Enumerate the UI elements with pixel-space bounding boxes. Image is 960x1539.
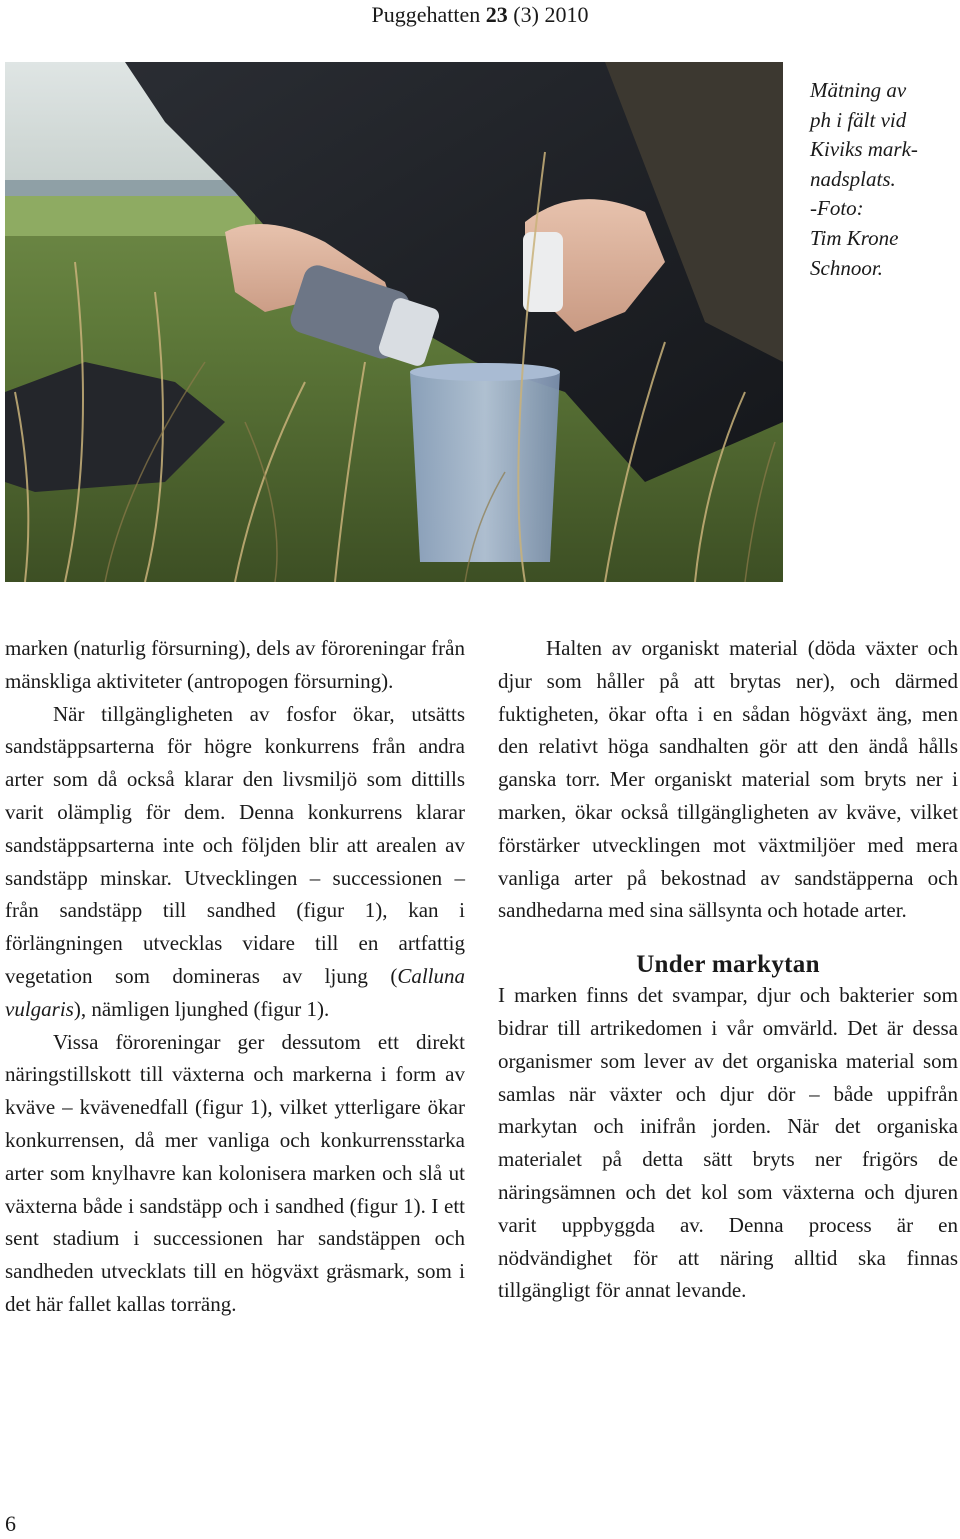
paragraph: Vissa föroreningar ger dessutom ett direkt näringstillskott till växterna och markerna i form av kväve – kvävenedfall (figur 1), vilket ytterligare ökar konkurrensen, då mer vanliga och konkurrensstarka arter som knylhavre kan kolonisera marken och slå ut växterna både i sandstäpp och i sandhed (figur 1). I ett sent stadium i successionen har sandstäppen och sandheden utvecklats till en högväxt gräsmark, som i det här fallet kallas torräng. [5, 1029, 465, 1316]
right-column [498, 632, 958, 1307]
caption-line: Kiviks mark- [810, 137, 918, 162]
species-name: Calluna vulgaris [5, 963, 465, 1021]
section-heading: Under markytan [636, 951, 820, 979]
caption-line: Schnoor. [810, 255, 883, 280]
photo-caption [810, 76, 955, 283]
paragraph-text: När tillgängligheten av fosfor ökar, utsätts sandstäppsarterna för högre konkurrens från andra arter som då också klarar den livsmiljö som dittills varit olämplig för dem. Denna konkurrens klarar sandstäppsarterna inte och följden blir att arealen av sandstäpp minskar. Utvecklingen – successionen – från sandstäpp till sandhed (figur 1), kan i förlängningen utvecklas vidare till en artfattig vegetation som domineras av ljung ( [5, 701, 465, 988]
left-column [5, 632, 465, 1321]
caption-line: Mätning av [810, 78, 907, 102]
paragraph: Halten av organiskt material (döda växter och djur som håller på att brytas ner), och därmed fuktigheten, ökar ofta i en sådan högväxt äng, men den relativt höga sandhalten gör att den ändå hålls ganska torr. Mer organiskt material som bryts ner i marken, ökar också tillgängligheten av kväve, vilket förstärker utvecklingen mot växtmiljöer med mera vanliga arter på bekostnad av sandstäpperna och sandhedarna med sina sällsynta och hotade arter. [498, 636, 958, 923]
paragraph [5, 698, 465, 1026]
caption-line: nadsplats. [810, 166, 896, 191]
paragraph: I marken finns det svampar, djur och bakterier som bidrar till artrikedomen i vår omvärld. Det är dessa organismer som lever av det organiska material som samlas när växter och djur dör – både uppifrån markytan och inifrån jorden. När det organiska materialet på detta sätt bryts ner frigörs de näringsämnen och det kol som växterna och djuren varit uppbyggda av. Denna process är en nödvändighet för att näring alltid ska finnas tillgängligt för annat levande. [498, 983, 958, 1303]
paragraph-text: ), nämligen ljunghed (figur 1). [73, 996, 330, 1021]
issue-year: (3) 2010 [513, 2, 589, 27]
page-number: 6 [5, 1511, 16, 1536]
caption-line: -Foto: [810, 196, 864, 221]
paragraph: marken (naturlig försurning), dels av föroreningar från mänskliga aktiviteter (antropogen försurning). [5, 636, 465, 693]
volume-number: 23 [485, 2, 508, 27]
journal-name: Puggehatten [371, 2, 481, 27]
caption-line: Tim Krone [810, 225, 899, 250]
caption-line: ph i fält vid [810, 107, 907, 132]
field-photo [5, 62, 783, 582]
running-header [0, 0, 960, 34]
